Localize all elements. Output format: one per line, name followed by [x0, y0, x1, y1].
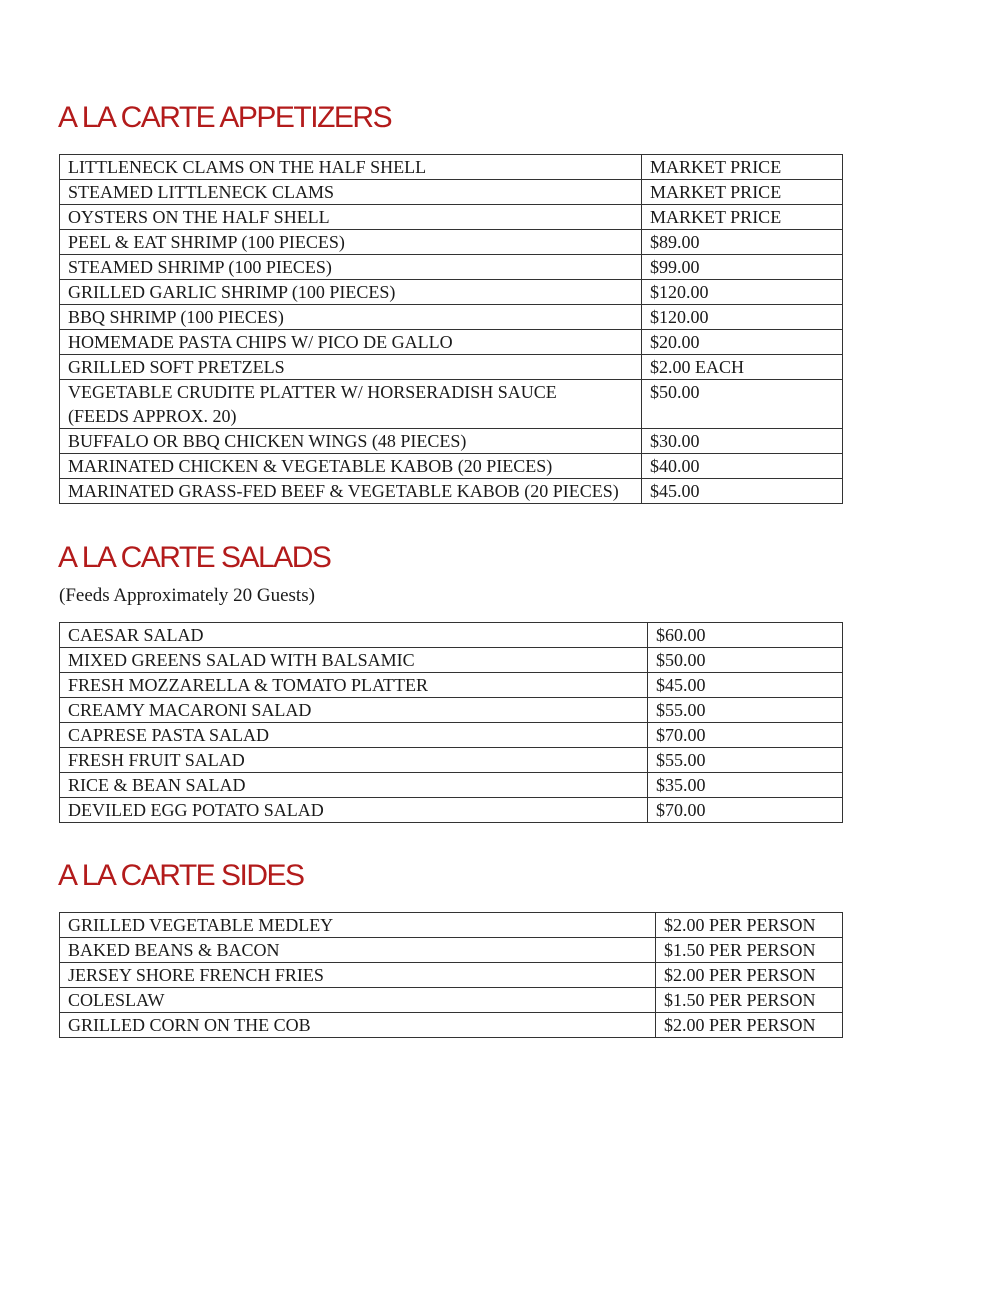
- item-name: GRILLED SOFT PRETZELS: [60, 355, 642, 380]
- item-name: STEAMED LITTLENECK CLAMS: [60, 180, 642, 205]
- table-row: [60, 673, 843, 698]
- item-name: FRESH MOZZARELLA & TOMATO PLATTER: [60, 673, 648, 698]
- item-name: FRESH FRUIT SALAD: [60, 748, 648, 773]
- item-price: MARKET PRICE: [642, 205, 843, 230]
- appetizers-table: [59, 154, 843, 504]
- item-name: OYSTERS ON THE HALF SHELL: [60, 205, 642, 230]
- table-row: [60, 798, 843, 823]
- item-name: CREAMY MACARONI SALAD: [60, 698, 648, 723]
- item-name: CAESAR SALAD: [60, 623, 648, 648]
- item-name: JERSEY SHORE FRENCH FRIES: [60, 963, 656, 988]
- item-price: $35.00: [648, 773, 843, 798]
- item-price: $2.00 EACH: [642, 355, 843, 380]
- item-price: $55.00: [648, 698, 843, 723]
- item-price: $45.00: [642, 479, 843, 504]
- table-row: [60, 280, 843, 305]
- item-name: GRILLED CORN ON THE COB: [60, 1013, 656, 1038]
- item-name: PEEL & EAT SHRIMP (100 PIECES): [60, 230, 642, 255]
- item-price: $99.00: [642, 255, 843, 280]
- item-price: $30.00: [642, 429, 843, 454]
- table-row: [60, 305, 843, 330]
- item-price: MARKET PRICE: [642, 155, 843, 180]
- table-row: [60, 623, 843, 648]
- table-row: [60, 698, 843, 723]
- item-name: CAPRESE PASTA SALAD: [60, 723, 648, 748]
- item-name: BAKED BEANS & BACON: [60, 938, 656, 963]
- item-name: BBQ SHRIMP (100 PIECES): [60, 305, 642, 330]
- item-price: $70.00: [648, 798, 843, 823]
- item-name: GRILLED VEGETABLE MEDLEY: [60, 913, 656, 938]
- salads-subtitle: (Feeds Approximately 20 Guests): [59, 585, 315, 606]
- table-row: [60, 988, 843, 1013]
- item-price: $89.00: [642, 230, 843, 255]
- table-row: [60, 330, 843, 355]
- table-row: [60, 963, 843, 988]
- table-row: [60, 479, 843, 504]
- item-price: $60.00: [648, 623, 843, 648]
- item-name-multiline: [60, 380, 642, 429]
- item-name-line2: (FEEDS APPROX. 20): [68, 406, 237, 426]
- table-row: [60, 180, 843, 205]
- table-row: [60, 748, 843, 773]
- item-price: $20.00: [642, 330, 843, 355]
- item-price: $50.00: [648, 648, 843, 673]
- table-row: [60, 723, 843, 748]
- sides-title: A LA CARTE SIDES: [58, 859, 304, 892]
- table-row: [60, 155, 843, 180]
- item-price: $45.00: [648, 673, 843, 698]
- table-row: [60, 380, 843, 429]
- item-name: MARINATED GRASS-FED BEEF & VEGETABLE KABOB (20 PIECES): [60, 479, 642, 504]
- table-row: [60, 1013, 843, 1038]
- table-row: [60, 773, 843, 798]
- table-row: [60, 355, 843, 380]
- table-row: [60, 938, 843, 963]
- item-name: RICE & BEAN SALAD: [60, 773, 648, 798]
- salads-title: A LA CARTE SALADS: [58, 541, 331, 574]
- item-price: $50.00: [642, 380, 843, 429]
- table-row: [60, 255, 843, 280]
- item-price: MARKET PRICE: [642, 180, 843, 205]
- item-name-line1: VEGETABLE CRUDITE PLATTER W/ HORSERADISH SAUCE: [68, 382, 557, 402]
- item-name: LITTLENECK CLAMS ON THE HALF SHELL: [60, 155, 642, 180]
- item-name: GRILLED GARLIC SHRIMP (100 PIECES): [60, 280, 642, 305]
- item-price: $1.50 PER PERSON: [656, 938, 843, 963]
- item-price: $1.50 PER PERSON: [656, 988, 843, 1013]
- item-name: HOMEMADE PASTA CHIPS W/ PICO DE GALLO: [60, 330, 642, 355]
- item-price: $120.00: [642, 305, 843, 330]
- item-price: $2.00 PER PERSON: [656, 963, 843, 988]
- salads-table: [59, 622, 843, 823]
- item-name: BUFFALO OR BBQ CHICKEN WINGS (48 PIECES): [60, 429, 642, 454]
- item-name: MIXED GREENS SALAD WITH BALSAMIC: [60, 648, 648, 673]
- appetizers-title: A LA CARTE APPETIZERS: [58, 101, 392, 134]
- table-row: [60, 230, 843, 255]
- item-name: DEVILED EGG POTATO SALAD: [60, 798, 648, 823]
- item-price: $2.00 PER PERSON: [656, 913, 843, 938]
- item-price: $120.00: [642, 280, 843, 305]
- item-price: $2.00 PER PERSON: [656, 1013, 843, 1038]
- table-row: [60, 648, 843, 673]
- item-name: STEAMED SHRIMP (100 PIECES): [60, 255, 642, 280]
- item-name: MARINATED CHICKEN & VEGETABLE KABOB (20 PIECES): [60, 454, 642, 479]
- table-row: [60, 429, 843, 454]
- item-price: $70.00: [648, 723, 843, 748]
- table-row: [60, 454, 843, 479]
- item-price: $40.00: [642, 454, 843, 479]
- item-price: $55.00: [648, 748, 843, 773]
- item-name: COLESLAW: [60, 988, 656, 1013]
- sides-table: [59, 912, 843, 1038]
- table-row: [60, 205, 843, 230]
- table-row: [60, 913, 843, 938]
